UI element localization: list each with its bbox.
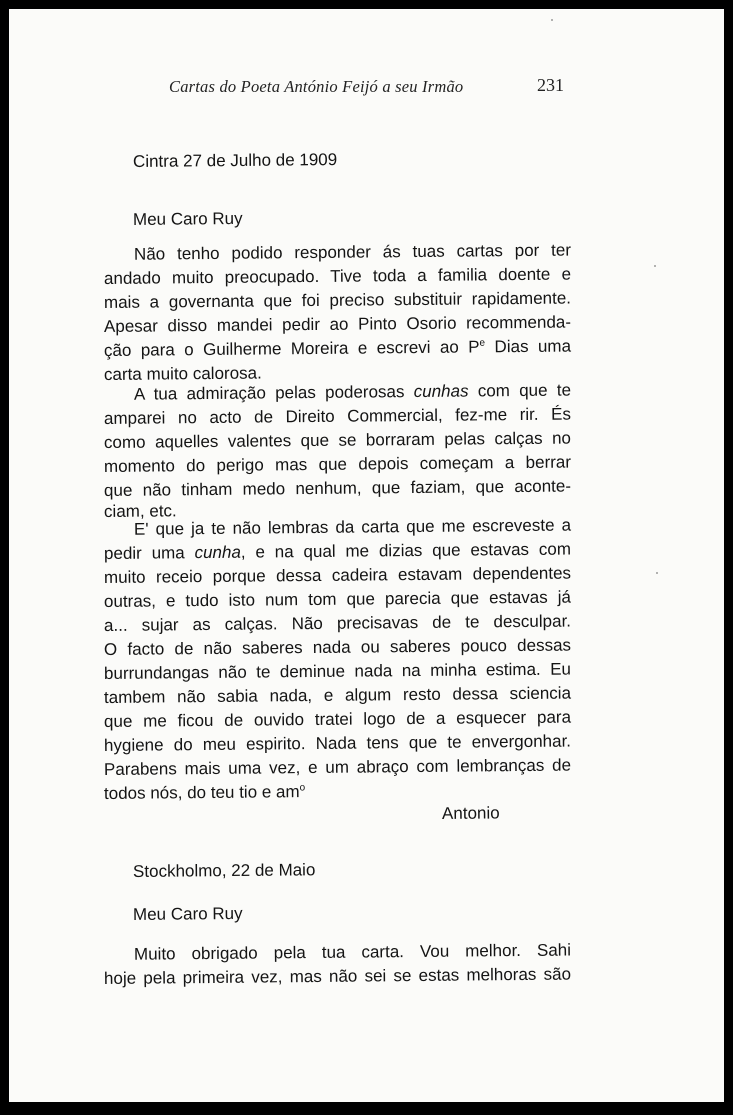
text-line: carta muito calorosa. — [103, 363, 262, 384]
text-line — [104, 779, 571, 805]
text-line: muito receio porque dessa cadeira estavam dependentes — [103, 563, 572, 587]
text-line: momento do perigo mas que depois começam a berrar — [103, 452, 572, 476]
signature: Antonio — [441, 803, 500, 823]
running-title: Cartas do Poeta António Feijó a seu Irmão — [169, 77, 464, 96]
italic-word: cunhas — [413, 381, 469, 402]
letter2-salutation: Meu Caro Ruy — [132, 903, 243, 924]
letter2-place-date: Stockholmo, 22 de Maio — [132, 860, 316, 881]
book-page — [9, 9, 724, 1102]
text-segment: com que te — [468, 380, 572, 401]
text-line — [104, 336, 571, 362]
text-line: Muito obrigado pela tua carta. Vou melhor. Sahi — [133, 940, 572, 964]
text-line: hoje pela primeira vez, mas não sei se estas melhoras são — [103, 964, 572, 988]
text-segment: A tua admiração pelas poderosas — [133, 382, 414, 404]
text-line: burrundangas não te deminue nada na minha estima. Eu — [103, 659, 572, 683]
text-line: Parabens mais uma vez, e um abraço com lembranças de — [103, 755, 572, 779]
text-line: hygiene do meu espirito. Nada tens que te envergonhar. — [103, 731, 572, 755]
text-line: como aquelles valentes que se borraram pelas calças no — [103, 428, 572, 452]
text-line: E' que ja te não lembras da carta que me escreveste a — [133, 515, 572, 539]
superscript: o — [299, 782, 306, 794]
text-line: Apesar disso mandei pedir ao Pinto Osorio recommenda- — [103, 312, 572, 336]
text-line: a... sujar as calças. Não precisavas de te desculpar. — [103, 611, 572, 635]
text-segment: , e na qual me dizias que estavas com — [240, 539, 572, 562]
text-line: outras, e tudo isto num tom que parecia que estavas já — [103, 587, 572, 611]
text-line: O facto de não saberes nada ou saberes pouco dessas — [103, 635, 572, 659]
letter1-place-date: Cintra 27 de Julho de 1909 — [132, 150, 338, 171]
text-segment: Dias uma — [485, 336, 572, 357]
text-line: andado muito preocupado. Tive toda a familia doente e — [103, 264, 572, 288]
text-line — [104, 380, 571, 406]
scan-speck — [551, 19, 553, 21]
text-line: ciam, etc. — [103, 501, 177, 521]
superscript: e — [479, 337, 486, 349]
text-line: tambem não sabia nada, e algum resto dessa sciencia — [103, 683, 572, 707]
text-line: mais a governanta que foi preciso substituir rapidamente. — [103, 288, 572, 312]
page-number: 231 — [537, 75, 564, 95]
text-segment: pedir uma — [103, 543, 195, 563]
text-line: amparei no acto de Direito Commercial, fez-me rir. És — [103, 404, 572, 428]
italic-word: cunha — [194, 542, 241, 563]
scan-speck — [654, 265, 656, 267]
text-segment: todos nós, do teu tio e am — [103, 782, 300, 803]
letter1-salutation: Meu Caro Ruy — [132, 208, 243, 229]
text-line — [104, 539, 571, 565]
text-segment: ção para o Guilherme Moreira e escrevi ao P — [103, 337, 480, 360]
text-line: que me ficou de ouvido tratei logo de a esquecer para — [103, 707, 572, 731]
scan-speck — [656, 572, 658, 574]
text-line: Não tenho podido responder ás tuas cartas por ter — [133, 240, 572, 264]
text-line: que não tinham medo nenhum, que faziam, que aconte- — [103, 476, 572, 500]
